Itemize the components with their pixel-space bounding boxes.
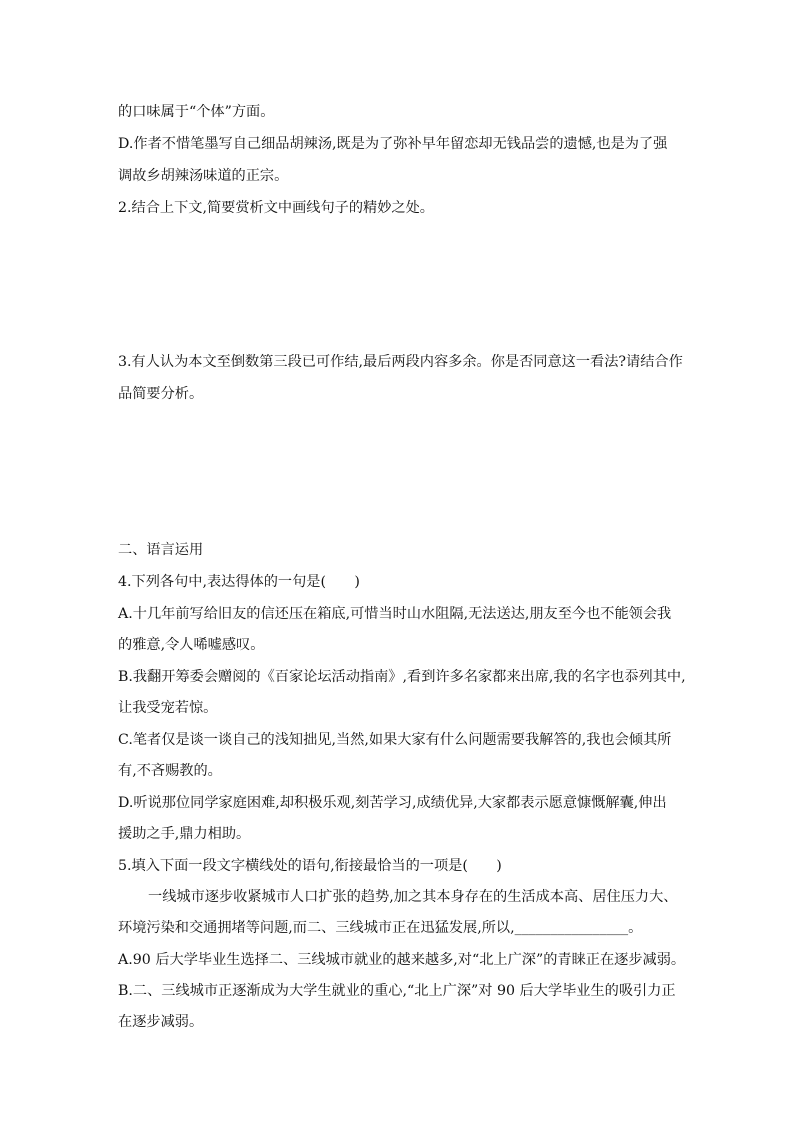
q5-option-b-line2: 在逐步减弱。 <box>118 1014 204 1030</box>
q5-passage-line1: 一线城市逐步收紧城市人口扩张的趋势,加之其本身存在的生活成本高、居住压力大、 <box>148 889 678 905</box>
q5-passage-line2: 环境污染和交通拥堵等问题,而二、三线城市正在迅猛发展,所以,________________。 <box>118 920 643 936</box>
q4-option-a-line2: 的雅意,令人唏嘘感叹。 <box>118 637 265 653</box>
q1-option-d-line2: 调故乡胡辣汤味道的正宗。 <box>118 168 289 184</box>
q5-option-b-line1: B.二、三线城市正逐渐成为大学生就业的重心,“北上广深”对 90 后大学毕业生的吸引力正 <box>118 983 676 999</box>
q1-option-d-line1: D.作者不惜笔墨写自己细品胡辣汤,既是为了弥补早年留恋却无钱品尝的遗憾,也是为了强 <box>118 136 668 152</box>
q4-option-c-line2: 有,不吝赐教的。 <box>118 763 222 779</box>
q4-option-b-line2: 让我受宠若惊。 <box>118 700 218 716</box>
q4-option-c-line1: C.笔者仅是谈一谈自己的浅知拙见,当然,如果大家有什么问题需要我解答的,我也会倾其所 <box>118 732 672 748</box>
section-title: 二、语言运用 <box>118 542 204 558</box>
q4-option-d-line1: D.听说那位同学家庭困难,却积极乐观,刻苦学习,成绩优异,大家都表示愿意慷慨解囊,伸出 <box>118 795 667 811</box>
q1-tail-line: 的口味属于“个体”方面。 <box>118 104 275 120</box>
q4-stem: 4.下列各句中,表达得体的一句是( ) <box>118 574 360 590</box>
q4-option-a-line1: A.十几年前写给旧友的信还压在箱底,可惜当时山水阻隔,无法送达,朋友至今也不能领会我 <box>118 606 672 622</box>
q4-option-b-line1: B.我翻开筹委会赠阅的《百家论坛活动指南》,看到许多名家都来出席,我的名字也忝列其中, <box>118 669 686 685</box>
q3-line2: 品简要分析。 <box>118 386 204 402</box>
q3-line1: 3.有人认为本文至倒数第三段已可作结,最后两段内容多余。你是否同意这一看法?请结合作 <box>118 354 683 370</box>
q5-option-a: A.90 后大学毕业生选择二、三线城市就业的越来越多,对“北上广深”的青睐正在逐步减弱。 <box>118 952 686 968</box>
q4-option-d-line2: 援助之手,鼎力相助。 <box>118 826 251 842</box>
q5-stem: 5.填入下面一段文字横线处的语句,衔接最恰当的一项是( ) <box>118 858 502 874</box>
q2-text: 2.结合上下文,简要赏析文中画线句子的精妙之处。 <box>118 200 434 216</box>
